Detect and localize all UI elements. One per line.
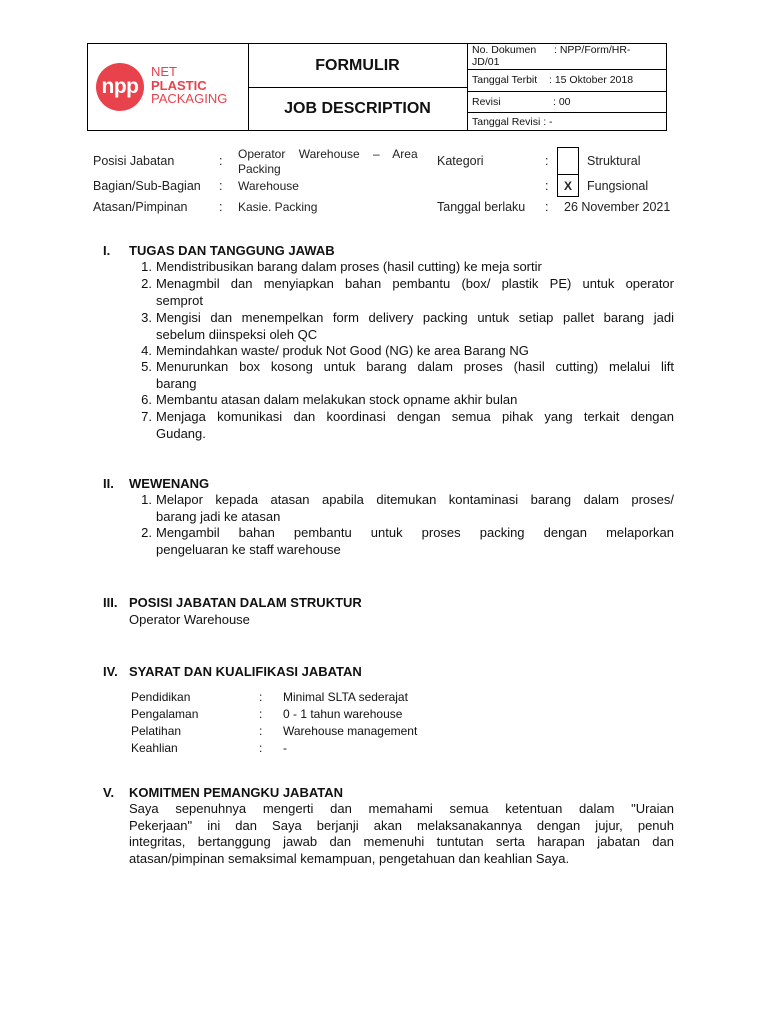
list-item: [141, 276, 674, 309]
kategori-label: Kategori: [437, 154, 484, 168]
commitment-line: Pekerjaan" ini dan Saya berjanji akan melaksanakannya dengan jujur, penuh: [129, 817, 674, 833]
list-number: 2.: [141, 276, 152, 291]
list-number: 6.: [141, 392, 152, 407]
form-title: FORMULIR: [248, 44, 467, 88]
qual-label: Keahlian: [131, 741, 178, 755]
qual-label: Pengalaman: [131, 707, 199, 721]
section-title: KOMITMEN PEMANGKU JABATAN: [129, 785, 344, 800]
section-title: SYARAT DAN KUALIFIKASI JABATAN: [129, 664, 362, 679]
list-number: 5.: [141, 359, 152, 374]
list-text-line2: barang jadi ke atasan: [156, 508, 281, 524]
tanggal-label: Tanggal berlaku: [437, 200, 526, 214]
list-text-line2: Gudang.: [156, 425, 206, 441]
atasan-label: Atasan/Pimpinan: [93, 200, 188, 214]
qual-label: Pelatihan: [131, 724, 182, 738]
posisi-colon: :: [219, 154, 223, 168]
commitment-line: Saya sepenuhnya mengerti dan memahami semua ketentuan dalam "Uraian: [129, 801, 674, 816]
qual-label: Pendidikan: [131, 690, 191, 704]
list-text-line1: Menurunkan box kosong untuk barang dalam proses (hasil cutting) melalui lift: [156, 359, 674, 374]
qual-colon: :: [259, 690, 263, 704]
section-num: I.: [103, 243, 111, 258]
meta-issue-label: Tanggal Terbit: [472, 74, 538, 86]
commitment-line: integritas, bertanggung jawab dan memenuhi tuntutan serta harapan jabatan dan: [129, 834, 674, 849]
list-text-line2: pengeluaran ke staff warehouse: [156, 541, 341, 557]
list-text-line1: Membantu atasan dalam melakukan stock opname akhir bulan: [156, 392, 518, 407]
fungsional-colon: :: [545, 179, 549, 193]
list-text-line1: Menjaga komunikasi dan koordinasi dengan semua pihak yang terkait dengan: [156, 409, 674, 424]
document-header: [87, 43, 667, 131]
qual-value: 0 - 1 tahun warehouse: [283, 707, 403, 721]
bagian-value: Warehouse: [238, 179, 299, 193]
list-text-line1: Mengisi dan menempelkan form delivery packing untuk setiap pallet barang jadi: [156, 310, 674, 325]
meta-rev-label: Revisi: [472, 96, 501, 108]
qual-value: Warehouse management: [283, 724, 418, 738]
bagian-colon: :: [219, 179, 223, 193]
kategori-colon: :: [545, 154, 549, 168]
section-num: IV.: [103, 664, 118, 679]
section-text: Operator Warehouse: [129, 612, 250, 627]
tanggal-colon: :: [545, 200, 549, 214]
list-number: 4.: [141, 343, 152, 358]
list-text-line1: Mengambil bahan pembantu untuk proses packing dengan melaporkan: [156, 525, 674, 540]
qual-colon: :: [259, 741, 263, 755]
section-num: III.: [103, 595, 118, 610]
list-text-line1: Memindahkan waste/ produk Not Good (NG) ke area Barang NG: [156, 343, 529, 358]
list-item: [141, 492, 674, 525]
list-text-line1: Menagmbil dan menyiapkan bahan pembantu (box/ plastik PE) untuk operator: [156, 276, 674, 291]
atasan-colon: :: [219, 200, 223, 214]
struktural-label: Struktural: [587, 154, 641, 168]
meta-issue-value: : 15 Oktober 2018: [549, 74, 634, 86]
document-meta: [467, 44, 666, 130]
list-number: 1.: [141, 259, 152, 274]
list-text-line2: barang: [156, 375, 197, 391]
meta-revision: [467, 92, 666, 113]
list-item: [141, 525, 674, 558]
posisi-label: Posisi Jabatan: [93, 154, 175, 168]
list-text-line2: sebelum diinspeksi oleh QC: [156, 326, 318, 342]
company-name: [151, 65, 227, 106]
list-item: [141, 259, 674, 276]
logo-cell: [88, 44, 249, 130]
section-title: WEWENANG: [129, 476, 210, 491]
company-name-line1: NET: [151, 64, 177, 79]
list-text-line1: Melapor kepada atasan apabila ditemukan kontaminasi barang dalam proses/: [156, 492, 674, 507]
list-number: 1.: [141, 492, 152, 507]
struktural-checkbox: [557, 147, 579, 175]
qual-value: Minimal SLTA sederajat: [283, 690, 408, 704]
fungsional-label: Fungsional: [587, 179, 649, 193]
section-num: V.: [103, 785, 115, 800]
list-number: 3.: [141, 310, 152, 325]
section-num: II.: [103, 476, 114, 491]
title-cell: [248, 44, 468, 130]
commitment-paragraph: [129, 801, 674, 867]
list-text-line1: Mendistribusikan barang dalam proses (hasil cutting) ke meja sortir: [156, 259, 542, 274]
list-item: [141, 343, 674, 360]
meta-revdate-label: Tanggal Revisi : -: [472, 116, 553, 128]
meta-doc-number: [467, 44, 666, 70]
list-item: [141, 310, 674, 343]
atasan-value: Kasie. Packing: [238, 200, 318, 214]
meta-doc-label: No. Dokumen: [472, 44, 537, 56]
section-title: POSISI JABATAN DALAM STRUKTUR: [129, 595, 362, 610]
fungsional-checkbox: X: [557, 174, 579, 197]
meta-rev-value: : 00: [553, 96, 571, 108]
company-name-line2: PLASTIC: [151, 77, 207, 93]
company-logo: npp: [96, 63, 144, 111]
section-title: TUGAS DAN TANGGUNG JAWAB: [129, 243, 335, 258]
document-title: JOB DESCRIPTION: [284, 100, 431, 117]
qual-value: -: [283, 741, 287, 755]
commitment-line: atasan/pimpinan semaksimal kemampuan, pengetahuan dan keahlian Saya.: [129, 850, 570, 866]
list-text-line2: semprot: [156, 292, 203, 308]
qual-colon: :: [259, 724, 263, 738]
meta-revision-date: [467, 113, 666, 130]
bagian-label: Bagian/Sub-Bagian: [93, 179, 201, 193]
qual-colon: :: [259, 707, 263, 721]
meta-doc-value-2: JD/01: [472, 56, 500, 68]
company-name-line3: PACKAGING: [151, 91, 228, 106]
posisi-value-line2: Packing: [238, 162, 281, 176]
meta-doc-value-1: : NPP/Form/HR-: [554, 44, 631, 56]
list-number: 2.: [141, 525, 152, 540]
list-item: [141, 392, 674, 409]
list-item: [141, 359, 674, 392]
posisi-value-line1: Operator Warehouse – Area: [238, 147, 418, 161]
meta-issue-date: [467, 70, 666, 92]
list-number: 7.: [141, 409, 152, 424]
tanggal-value: 26 November 2021: [564, 200, 671, 214]
list-item: [141, 409, 674, 442]
